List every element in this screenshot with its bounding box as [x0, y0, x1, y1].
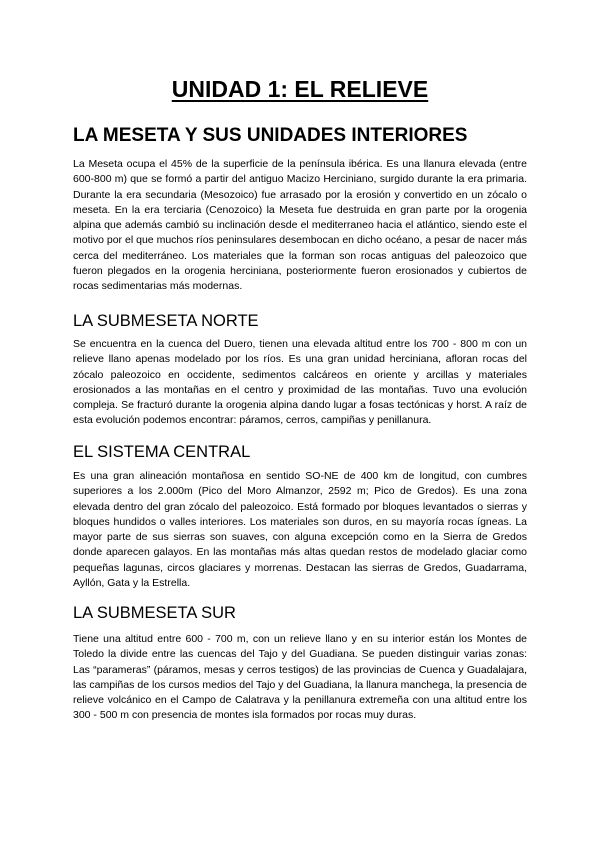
section-paragraph-submeseta-sur: Tiene una altitud entre 600 - 700 m, con un relieve llano y en su interior están los Montes de Toledo la divide entre las cuencas del Tajo y del Guadiana. Se pueden distinguir varias zonas: Las “parameras” (páramos, mesas y cerros testigos) de las provincias de Cuenca y Guadalajara, las campiñas de los cursos medios del Tajo y del Guadiana, la llanura manchega, la presencia de relieve volcánico en el Campo de Calatrava y la penillanura extremeña con una altitud entre los 300 - 500 m con presencia de montes isla formados por rocas muy duras. [73, 633, 527, 722]
section-heading-submeseta-sur: LA SUBMESETA SUR [73, 604, 236, 622]
section-heading-meseta: LA MESETA Y SUS UNIDADES INTERIORES [73, 125, 468, 146]
section-paragraph-submeseta-norte: Se encuentra en la cuenca del Duero, tienen una elevada altitud entre los 700 - 800 m con un relieve llano apenas modelado por los ríos. Es una gran unidad herciniana, afloran rocas del zócalo paleozoico en occidente, sedimentos calcáreos en oriente y arcillas y materiales erosionados a las montañas en el centro y proximidad de las montañas. Tuvo una evolución compleja. Se fracturó durante la orogenia alpina dando lugar a fosas tectónicas y horst. A raíz de esta evolución podemos encontrar: páramos, cerros, campiñas y penillanura. [73, 338, 527, 427]
section-heading-submeseta-norte: LA SUBMESETA NORTE [73, 312, 259, 330]
section-heading-sistema-central: EL SISTEMA CENTRAL [73, 443, 251, 461]
page-title: UNIDAD 1: EL RELIEVE [171, 76, 429, 102]
section-paragraph-sistema-central: Es una gran alineación montañosa en sentido SO-NE de 400 km de longitud, con cumbres superiores a los 2.000m (Pico del Moro Almanzor, 2592 m; Pico de Gredos). Es una zona elevada dentro del gran zócalo del paleozoico. Está formado por bloques levantados o sierras y bloques hundidos o valles interiores. Los materiales son duros, en su mayoría rocas ígneas. La mayor parte de sus sierras son suaves, con alguna excepción como en la Sierra de Gredos donde aparecen galayos. En las montañas más altas quedan restos de modelado glaciar como pequeñas lagunas, circos glaciares y morrenas. Destacan las sierras de Gredos, Guadarrama, Ayllón, Gata y la Estrella. [73, 470, 527, 590]
section-paragraph-meseta: La Meseta ocupa el 45% de la superficie de la península ibérica. Es una llanura elevada (entre 600-800 m) que se formó a partir del antiguo Macizo Herciniano, surgido durante la era primaria. Durante la era secundaria (Mesozoico) fue arrasado por la erosión y convertido en un zócalo o meseta. En la era terciaria (Cenozoico) la Meseta fue destruida en gran parte por la orogenia alpina que además cambió su inclinación desde el mediterraneo hacia el atlántico, siendo este el motivo por el que muchos ríos peninsulares desembocan en dicho océano, a pesar de nacer más cerca del mediterráneo. Los materiales que la forman son rocas antiguas del paleozoico que fueron plegados en la orogenia herciniana, posteriormente fueron erosionados y cubiertos de rocas sedimentarias más modernas. [73, 158, 527, 293]
